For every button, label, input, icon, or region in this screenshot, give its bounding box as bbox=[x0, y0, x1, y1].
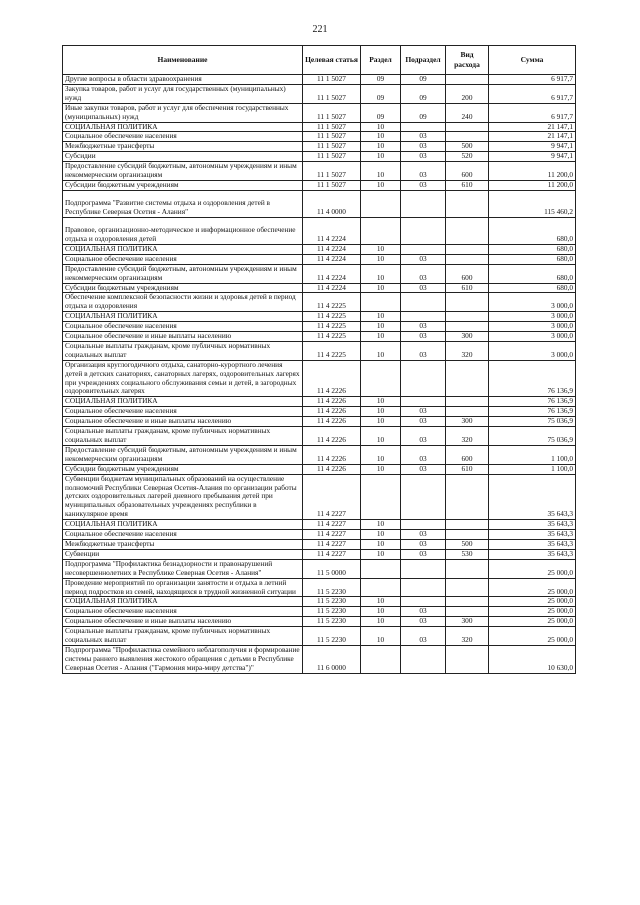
row-sum: 76 136,9 bbox=[489, 407, 576, 417]
row-subsection: 03 bbox=[401, 152, 446, 162]
row-name: Социальное обеспечение и иные выплаты населению bbox=[63, 332, 303, 342]
row-subsection: 03 bbox=[401, 617, 446, 627]
row-section: 10 bbox=[361, 407, 401, 417]
row-expense-type: 500 bbox=[446, 142, 489, 152]
header-subsection: Подраздел bbox=[401, 46, 446, 75]
row-target: 11 1 5027 bbox=[303, 180, 361, 190]
row-subsection: 03 bbox=[401, 254, 446, 264]
row-sum: 6 917,7 bbox=[489, 75, 576, 85]
row-section: 10 bbox=[361, 549, 401, 559]
row-expense-type bbox=[446, 312, 489, 322]
row-subsection bbox=[401, 474, 446, 520]
row-section bbox=[361, 190, 401, 217]
row-name: Социальное обеспечение и иные выплаты населению bbox=[63, 617, 303, 627]
row-section: 10 bbox=[361, 464, 401, 474]
row-sum: 25 000,0 bbox=[489, 627, 576, 646]
row-sum: 35 643,3 bbox=[489, 474, 576, 520]
row-sum: 6 917,7 bbox=[489, 84, 576, 103]
row-target: 11 4 2226 bbox=[303, 407, 361, 417]
row-section: 10 bbox=[361, 530, 401, 540]
row-name: СОЦИАЛЬНАЯ ПОЛИТИКА bbox=[63, 397, 303, 407]
row-expense-type bbox=[446, 645, 489, 673]
row-name: Другие вопросы в области здравоохранения bbox=[63, 75, 303, 85]
row-target: 11 4 2224 bbox=[303, 217, 361, 244]
row-subsection bbox=[401, 645, 446, 673]
row-target: 11 5 2230 bbox=[303, 617, 361, 627]
table-row bbox=[63, 360, 576, 397]
row-section: 10 bbox=[361, 264, 401, 283]
table-row bbox=[63, 464, 576, 474]
table-row bbox=[63, 312, 576, 322]
row-name: СОЦИАЛЬНАЯ ПОЛИТИКА bbox=[63, 312, 303, 322]
row-subsection bbox=[401, 397, 446, 407]
row-subsection: 03 bbox=[401, 417, 446, 427]
table-row bbox=[63, 407, 576, 417]
row-target: 11 4 2224 bbox=[303, 254, 361, 264]
table-row bbox=[63, 520, 576, 530]
row-name: СОЦИАЛЬНАЯ ПОЛИТИКА bbox=[63, 520, 303, 530]
row-name: Проведение мероприятий по организации занятости и отдыха в летний период подростков из семей, находящихся в трудной жизненной ситуации bbox=[63, 578, 303, 597]
row-expense-type: 300 bbox=[446, 617, 489, 627]
row-expense-type bbox=[446, 322, 489, 332]
row-sum: 35 643,3 bbox=[489, 520, 576, 530]
table-row bbox=[63, 254, 576, 264]
row-sum: 6 917,7 bbox=[489, 103, 576, 122]
row-expense-type bbox=[446, 244, 489, 254]
row-name: Подпрограмма "Профилактика безнадзорности и правонарушений несовершеннолетних в Республике Северная Осетия - Алания" bbox=[63, 559, 303, 578]
row-name: Социальное обеспечение и иные выплаты населению bbox=[63, 417, 303, 427]
row-expense-type bbox=[446, 474, 489, 520]
row-expense-type: 300 bbox=[446, 332, 489, 342]
header-target: Целевая статья bbox=[303, 46, 361, 75]
row-name: Субсидии бюджетным учреждениям bbox=[63, 180, 303, 190]
row-sum: 25 000,0 bbox=[489, 559, 576, 578]
row-sum: 11 200,0 bbox=[489, 180, 576, 190]
row-target: 11 4 2227 bbox=[303, 539, 361, 549]
row-name: Организация круглогодичного отдыха, санаторно-курортного лечения детей в детских санаториях, санаторных лагерях, оздоровительных лагерях при учреждениях социального обслуживания семьи и детей, в загородных оздоровительных лагерях bbox=[63, 360, 303, 397]
row-expense-type: 610 bbox=[446, 464, 489, 474]
row-subsection: 03 bbox=[401, 464, 446, 474]
row-expense-type bbox=[446, 397, 489, 407]
row-subsection: 03 bbox=[401, 332, 446, 342]
row-target: 11 5 2230 bbox=[303, 627, 361, 646]
row-section bbox=[361, 578, 401, 597]
row-section: 10 bbox=[361, 397, 401, 407]
row-name: Подпрограмма "Развитие системы отдыха и оздоровления детей в Республике Северная Осетия - Алания" bbox=[63, 190, 303, 217]
row-expense-type bbox=[446, 530, 489, 540]
row-target: 11 5 2230 bbox=[303, 607, 361, 617]
row-section bbox=[361, 645, 401, 673]
row-target: 11 4 2225 bbox=[303, 341, 361, 360]
row-subsection: 03 bbox=[401, 341, 446, 360]
row-name: Социальное обеспечение населения bbox=[63, 322, 303, 332]
header-section: Раздел bbox=[361, 46, 401, 75]
row-sum: 35 643,3 bbox=[489, 539, 576, 549]
row-section: 10 bbox=[361, 607, 401, 617]
row-name: Предоставление субсидий бюджетным, автономным учреждениям и иным некоммерческим организациям bbox=[63, 445, 303, 464]
row-target: 11 4 2225 bbox=[303, 312, 361, 322]
table-row bbox=[63, 617, 576, 627]
row-expense-type: 320 bbox=[446, 627, 489, 646]
row-section: 10 bbox=[361, 617, 401, 627]
row-name: Предоставление субсидий бюджетным, автономным учреждениям и иным некоммерческим организациям bbox=[63, 162, 303, 181]
row-subsection bbox=[401, 578, 446, 597]
row-name: СОЦИАЛЬНАЯ ПОЛИТИКА bbox=[63, 122, 303, 132]
row-subsection: 03 bbox=[401, 627, 446, 646]
row-expense-type: 500 bbox=[446, 539, 489, 549]
row-expense-type bbox=[446, 254, 489, 264]
row-target: 11 1 5027 bbox=[303, 122, 361, 132]
row-expense-type bbox=[446, 597, 489, 607]
row-target: 11 4 2225 bbox=[303, 322, 361, 332]
row-expense-type: 320 bbox=[446, 341, 489, 360]
table-row bbox=[63, 417, 576, 427]
table-body bbox=[63, 75, 576, 674]
row-name: Обеспечение комплексной безопасности жизни и здоровья детей в период отдыха и оздоровления bbox=[63, 293, 303, 312]
row-section: 10 bbox=[361, 254, 401, 264]
row-expense-type: 200 bbox=[446, 84, 489, 103]
row-expense-type: 600 bbox=[446, 264, 489, 283]
row-target: 11 5 0000 bbox=[303, 559, 361, 578]
row-name: Социальные выплаты гражданам, кроме публичных нормативных социальных выплат bbox=[63, 427, 303, 446]
row-target: 11 4 2226 bbox=[303, 397, 361, 407]
table-row bbox=[63, 427, 576, 446]
row-subsection: 03 bbox=[401, 162, 446, 181]
row-section bbox=[361, 559, 401, 578]
row-sum: 35 643,3 bbox=[489, 549, 576, 559]
row-name: Иные закупки товаров, работ и услуг для обеспечения государственных (муниципальных) нужд bbox=[63, 103, 303, 122]
row-sum: 35 643,3 bbox=[489, 530, 576, 540]
row-section: 10 bbox=[361, 597, 401, 607]
row-sum: 3 000,0 bbox=[489, 293, 576, 312]
table-row bbox=[63, 217, 576, 244]
row-name: Межбюджетные трансферты bbox=[63, 142, 303, 152]
row-name: Социальное обеспечение населения bbox=[63, 530, 303, 540]
row-target: 11 4 2227 bbox=[303, 474, 361, 520]
row-name: Социальные выплаты гражданам, кроме публичных нормативных социальных выплат bbox=[63, 341, 303, 360]
row-subsection bbox=[401, 520, 446, 530]
row-name: Субсидии бюджетным учреждениям bbox=[63, 464, 303, 474]
table-row bbox=[63, 122, 576, 132]
row-subsection: 03 bbox=[401, 283, 446, 293]
row-target: 11 4 2227 bbox=[303, 549, 361, 559]
table-row bbox=[63, 645, 576, 673]
row-sum: 10 630,0 bbox=[489, 645, 576, 673]
table-row bbox=[63, 578, 576, 597]
row-expense-type bbox=[446, 607, 489, 617]
row-name: Подпрограмма "Профилактика семейного неблагополучия и формирование системы раннего выявления жестокого обращения с детьми в Республике Северная Осетия - Алания ("Гармония мира-миру детства")" bbox=[63, 645, 303, 673]
row-target: 11 1 5027 bbox=[303, 142, 361, 152]
row-subsection: 09 bbox=[401, 84, 446, 103]
row-subsection bbox=[401, 360, 446, 397]
row-expense-type bbox=[446, 520, 489, 530]
table-row bbox=[63, 293, 576, 312]
table-row bbox=[63, 559, 576, 578]
table-row bbox=[63, 445, 576, 464]
table-row bbox=[63, 264, 576, 283]
row-name: СОЦИАЛЬНАЯ ПОЛИТИКА bbox=[63, 244, 303, 254]
row-name: Социальное обеспечение населения bbox=[63, 607, 303, 617]
row-name: Межбюджетные трансферты bbox=[63, 539, 303, 549]
row-subsection: 03 bbox=[401, 607, 446, 617]
row-sum: 76 136,9 bbox=[489, 360, 576, 397]
row-sum: 25 000,0 bbox=[489, 597, 576, 607]
table-row bbox=[63, 103, 576, 122]
table-row bbox=[63, 190, 576, 217]
header-expense-type: Вид расхода bbox=[446, 46, 489, 75]
table-row bbox=[63, 597, 576, 607]
row-sum: 680,0 bbox=[489, 254, 576, 264]
row-sum: 3 000,0 bbox=[489, 312, 576, 322]
row-section: 10 bbox=[361, 152, 401, 162]
row-section: 10 bbox=[361, 180, 401, 190]
row-target: 11 6 0000 bbox=[303, 645, 361, 673]
row-expense-type bbox=[446, 578, 489, 597]
row-section: 10 bbox=[361, 322, 401, 332]
row-name: Социальное обеспечение населения bbox=[63, 254, 303, 264]
row-sum: 9 947,1 bbox=[489, 142, 576, 152]
row-expense-type bbox=[446, 217, 489, 244]
row-sum: 680,0 bbox=[489, 244, 576, 254]
table-row bbox=[63, 162, 576, 181]
row-subsection bbox=[401, 312, 446, 322]
table-row bbox=[63, 539, 576, 549]
row-subsection bbox=[401, 122, 446, 132]
table-row bbox=[63, 607, 576, 617]
row-sum: 1 100,0 bbox=[489, 464, 576, 474]
row-expense-type bbox=[446, 75, 489, 85]
row-section: 10 bbox=[361, 244, 401, 254]
row-section: 10 bbox=[361, 332, 401, 342]
row-sum: 680,0 bbox=[489, 264, 576, 283]
row-section: 10 bbox=[361, 341, 401, 360]
row-section: 10 bbox=[361, 142, 401, 152]
row-sum: 1 100,0 bbox=[489, 445, 576, 464]
row-target: 11 4 2227 bbox=[303, 520, 361, 530]
row-subsection: 03 bbox=[401, 539, 446, 549]
row-sum: 9 947,1 bbox=[489, 152, 576, 162]
row-section: 10 bbox=[361, 520, 401, 530]
row-name: Социальные выплаты гражданам, кроме публичных нормативных социальных выплат bbox=[63, 627, 303, 646]
row-expense-type: 530 bbox=[446, 549, 489, 559]
row-sum: 75 036,9 bbox=[489, 417, 576, 427]
row-sum: 3 000,0 bbox=[489, 322, 576, 332]
budget-table bbox=[62, 45, 576, 674]
row-target: 11 5 2230 bbox=[303, 578, 361, 597]
row-section bbox=[361, 217, 401, 244]
row-subsection bbox=[401, 293, 446, 312]
row-section: 10 bbox=[361, 162, 401, 181]
table-row bbox=[63, 283, 576, 293]
row-subsection: 03 bbox=[401, 407, 446, 417]
row-sum: 76 136,9 bbox=[489, 397, 576, 407]
row-sum: 3 000,0 bbox=[489, 332, 576, 342]
row-subsection bbox=[401, 190, 446, 217]
row-subsection: 09 bbox=[401, 75, 446, 85]
row-target: 11 4 2226 bbox=[303, 464, 361, 474]
row-subsection: 03 bbox=[401, 549, 446, 559]
row-section bbox=[361, 293, 401, 312]
row-subsection: 03 bbox=[401, 445, 446, 464]
row-section: 10 bbox=[361, 417, 401, 427]
row-section: 10 bbox=[361, 445, 401, 464]
row-target: 11 4 2227 bbox=[303, 530, 361, 540]
row-expense-type bbox=[446, 132, 489, 142]
row-section: 10 bbox=[361, 283, 401, 293]
table-row bbox=[63, 332, 576, 342]
table-row bbox=[63, 84, 576, 103]
row-target: 11 4 2226 bbox=[303, 417, 361, 427]
row-expense-type bbox=[446, 559, 489, 578]
row-subsection: 03 bbox=[401, 530, 446, 540]
row-sum: 25 000,0 bbox=[489, 617, 576, 627]
row-sum: 680,0 bbox=[489, 283, 576, 293]
table-row bbox=[63, 474, 576, 520]
row-subsection bbox=[401, 217, 446, 244]
row-expense-type: 610 bbox=[446, 283, 489, 293]
row-name: Субсидии бюджетным учреждениям bbox=[63, 283, 303, 293]
table-row bbox=[63, 530, 576, 540]
table-row bbox=[63, 142, 576, 152]
row-expense-type: 320 bbox=[446, 427, 489, 446]
row-name: СОЦИАЛЬНАЯ ПОЛИТИКА bbox=[63, 597, 303, 607]
row-target: 11 1 5027 bbox=[303, 75, 361, 85]
row-expense-type bbox=[446, 407, 489, 417]
header-name: Наименование bbox=[63, 46, 303, 75]
row-section: 10 bbox=[361, 312, 401, 322]
row-target: 11 4 2226 bbox=[303, 360, 361, 397]
row-section: 09 bbox=[361, 103, 401, 122]
row-target: 11 5 2230 bbox=[303, 597, 361, 607]
row-sum: 21 147,1 bbox=[489, 122, 576, 132]
row-target: 11 4 2225 bbox=[303, 332, 361, 342]
row-name: Правовое, организационно-методическое и информационное обеспечение отдыха и оздоровления детей bbox=[63, 217, 303, 244]
row-expense-type: 300 bbox=[446, 417, 489, 427]
row-sum: 25 000,0 bbox=[489, 607, 576, 617]
row-expense-type: 610 bbox=[446, 180, 489, 190]
row-section: 10 bbox=[361, 132, 401, 142]
row-expense-type bbox=[446, 360, 489, 397]
row-expense-type bbox=[446, 293, 489, 312]
row-section: 10 bbox=[361, 122, 401, 132]
row-name: Социальное обеспечение населения bbox=[63, 132, 303, 142]
row-target: 11 4 2224 bbox=[303, 283, 361, 293]
row-target: 11 4 2224 bbox=[303, 244, 361, 254]
row-expense-type: 600 bbox=[446, 162, 489, 181]
row-target: 11 4 0000 bbox=[303, 190, 361, 217]
row-sum: 3 000,0 bbox=[489, 341, 576, 360]
table-row bbox=[63, 152, 576, 162]
header-sum: Сумма bbox=[489, 46, 576, 75]
row-subsection bbox=[401, 559, 446, 578]
row-expense-type bbox=[446, 190, 489, 217]
row-section bbox=[361, 360, 401, 397]
row-section: 10 bbox=[361, 627, 401, 646]
row-subsection: 03 bbox=[401, 427, 446, 446]
row-sum: 680,0 bbox=[489, 217, 576, 244]
row-sum: 75 036,9 bbox=[489, 427, 576, 446]
row-subsection: 03 bbox=[401, 264, 446, 283]
row-section: 09 bbox=[361, 84, 401, 103]
row-target: 11 4 2225 bbox=[303, 293, 361, 312]
row-name: Предоставление субсидий бюджетным, автономным учреждениям и иным некоммерческим организациям bbox=[63, 264, 303, 283]
row-expense-type: 520 bbox=[446, 152, 489, 162]
row-target: 11 1 5027 bbox=[303, 162, 361, 181]
row-expense-type bbox=[446, 122, 489, 132]
row-target: 11 4 2226 bbox=[303, 427, 361, 446]
row-subsection: 03 bbox=[401, 180, 446, 190]
row-name: Социальное обеспечение населения bbox=[63, 407, 303, 417]
row-subsection: 09 bbox=[401, 103, 446, 122]
table-row bbox=[63, 244, 576, 254]
row-section bbox=[361, 474, 401, 520]
row-sum: 115 460,2 bbox=[489, 190, 576, 217]
row-subsection: 03 bbox=[401, 132, 446, 142]
row-name: Субвенции bbox=[63, 549, 303, 559]
row-expense-type: 600 bbox=[446, 445, 489, 464]
row-target: 11 1 5027 bbox=[303, 84, 361, 103]
table-row bbox=[63, 322, 576, 332]
row-subsection bbox=[401, 597, 446, 607]
page-number: 221 bbox=[312, 24, 328, 35]
row-name: Закупка товаров, работ и услуг для государственных (муниципальных) нужд bbox=[63, 84, 303, 103]
row-target: 11 1 5027 bbox=[303, 132, 361, 142]
row-name: Субсидии bbox=[63, 152, 303, 162]
table-row bbox=[63, 75, 576, 85]
table-row bbox=[63, 180, 576, 190]
row-subsection: 03 bbox=[401, 142, 446, 152]
table-header-row bbox=[63, 46, 576, 75]
row-sum: 11 200,0 bbox=[489, 162, 576, 181]
table-row bbox=[63, 627, 576, 646]
row-target: 11 1 5027 bbox=[303, 152, 361, 162]
row-subsection bbox=[401, 244, 446, 254]
row-expense-type: 240 bbox=[446, 103, 489, 122]
row-subsection: 03 bbox=[401, 322, 446, 332]
row-section: 10 bbox=[361, 427, 401, 446]
row-sum: 25 000,0 bbox=[489, 578, 576, 597]
row-target: 11 4 2224 bbox=[303, 264, 361, 283]
table-row bbox=[63, 132, 576, 142]
row-target: 11 1 5027 bbox=[303, 103, 361, 122]
row-target: 11 4 2226 bbox=[303, 445, 361, 464]
row-sum: 21 147,1 bbox=[489, 132, 576, 142]
table-row bbox=[63, 397, 576, 407]
row-section: 10 bbox=[361, 539, 401, 549]
row-name: Субвенции бюджетам муниципальных образований на осуществление полномочий Республики Северная Осетия-Алания по организации работы детских оздоровительных лагерей дневного пребывания детей при муниципальных образовательных учреждениях республики в каникулярное время bbox=[63, 474, 303, 520]
row-section: 09 bbox=[361, 75, 401, 85]
table-row bbox=[63, 549, 576, 559]
table-row bbox=[63, 341, 576, 360]
